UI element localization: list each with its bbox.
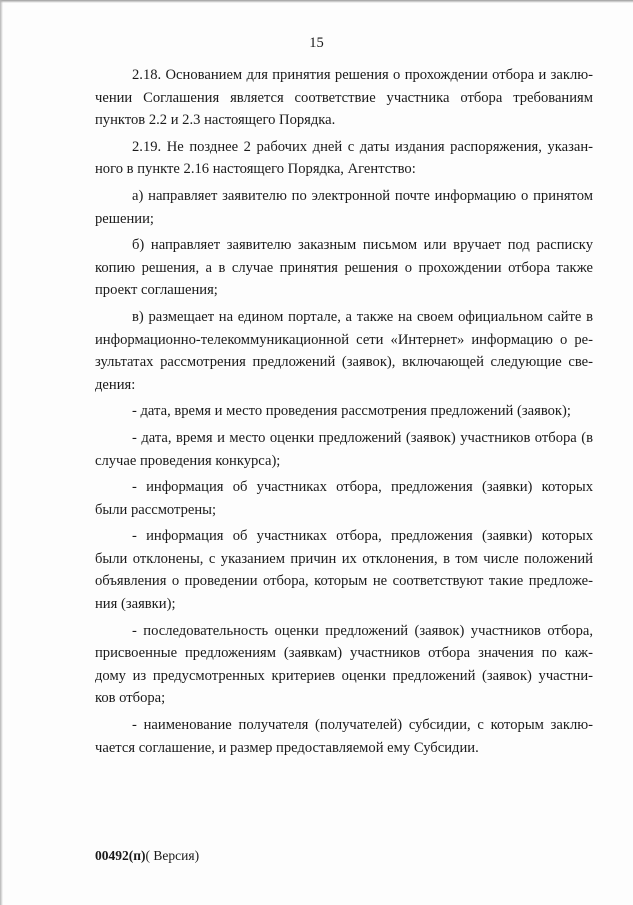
scan-edge-top xyxy=(0,0,633,3)
text-line: 2.18. Основанием для принятия решения о прохождении отбора и заклю- xyxy=(132,67,593,83)
document-footer xyxy=(95,848,199,864)
text-line: были отклонены, с указанием причин их отклонения, в том числе положений xyxy=(95,550,593,567)
paragraph xyxy=(95,620,593,710)
text-line: решении; xyxy=(95,210,154,227)
paragraph xyxy=(95,714,593,759)
document-body xyxy=(95,64,593,759)
text-line: - информация об участниках отбора, предложения (заявки) которых xyxy=(132,479,593,496)
text-line: а) направляет заявителю по электронной почте информацию о принятом xyxy=(132,187,593,204)
text-line: ного в пункте 2.16 настоящего Порядка, Агентство: xyxy=(95,161,416,178)
paragraph xyxy=(95,136,593,181)
text-line: - дата, время и место оценки предложений (заявок) участников отбора (в xyxy=(132,429,593,446)
text-line: 2.19. Не позднее 2 рабочих дней с даты издания распоряжения, указан- xyxy=(132,138,593,155)
document-code: 00492(п) xyxy=(95,848,146,863)
text-line: чении Соглашения является соответствие участника отбора требованиям xyxy=(95,89,593,106)
text-line: - дата, время и место проведения рассмотрения предложений (заявок); xyxy=(132,403,571,420)
text-line: информационно-телекоммуникационной сети «Интернет» информацию о ре- xyxy=(95,331,593,348)
scan-edge-left xyxy=(0,0,3,905)
paragraph xyxy=(95,400,593,423)
text-line: ков отбора; xyxy=(95,690,166,707)
text-line: были рассмотрены; xyxy=(95,501,217,518)
text-line: объявления о проведении отбора, которым не соответствуют такие предложе- xyxy=(95,573,593,590)
paragraph xyxy=(95,185,593,230)
text-line: в) размещает на едином портале, а также на своем официальном сайте в xyxy=(132,308,593,325)
paragraph xyxy=(95,476,593,521)
text-line: ния (заявки); xyxy=(95,596,176,613)
text-line: зультатах рассмотрения предложений (заявок), включающей следующие све- xyxy=(95,354,593,371)
text-line: чается соглашение, и размер предоставляемой ему Субсидии. xyxy=(95,739,479,756)
text-line: б) направляет заявителю заказным письмом или вручает под расписку xyxy=(132,237,593,254)
text-line: пунктов 2.2 и 2.3 настоящего Порядка. xyxy=(95,112,336,129)
text-line: дому из предусмотренных критериев оценки предложений (заявок) участни- xyxy=(95,667,593,684)
text-line: присвоенные предложениям (заявкам) участников отбора значения по каж- xyxy=(95,645,593,662)
paragraph xyxy=(95,306,593,396)
text-line: проект соглашения; xyxy=(95,282,218,299)
document-version: ( Версия) xyxy=(145,848,200,863)
paragraph xyxy=(95,64,593,132)
text-line: случае проведения конкурса); xyxy=(95,452,281,469)
paragraph xyxy=(95,234,593,302)
text-line: - последовательность оценки предложений (заявок) участников отбора, xyxy=(132,622,593,639)
paragraph xyxy=(95,427,593,472)
text-line: - наименование получателя (получателей) субсидии, с которым заклю- xyxy=(132,717,593,734)
paragraph xyxy=(95,525,593,615)
text-line: дения: xyxy=(95,376,136,393)
page-number: 15 xyxy=(309,35,324,51)
text-line: копию решения, а в случае принятия решения о прохождении отбора также xyxy=(95,259,593,276)
text-line: - информация об участниках отбора, предложения (заявки) которых xyxy=(132,528,593,545)
